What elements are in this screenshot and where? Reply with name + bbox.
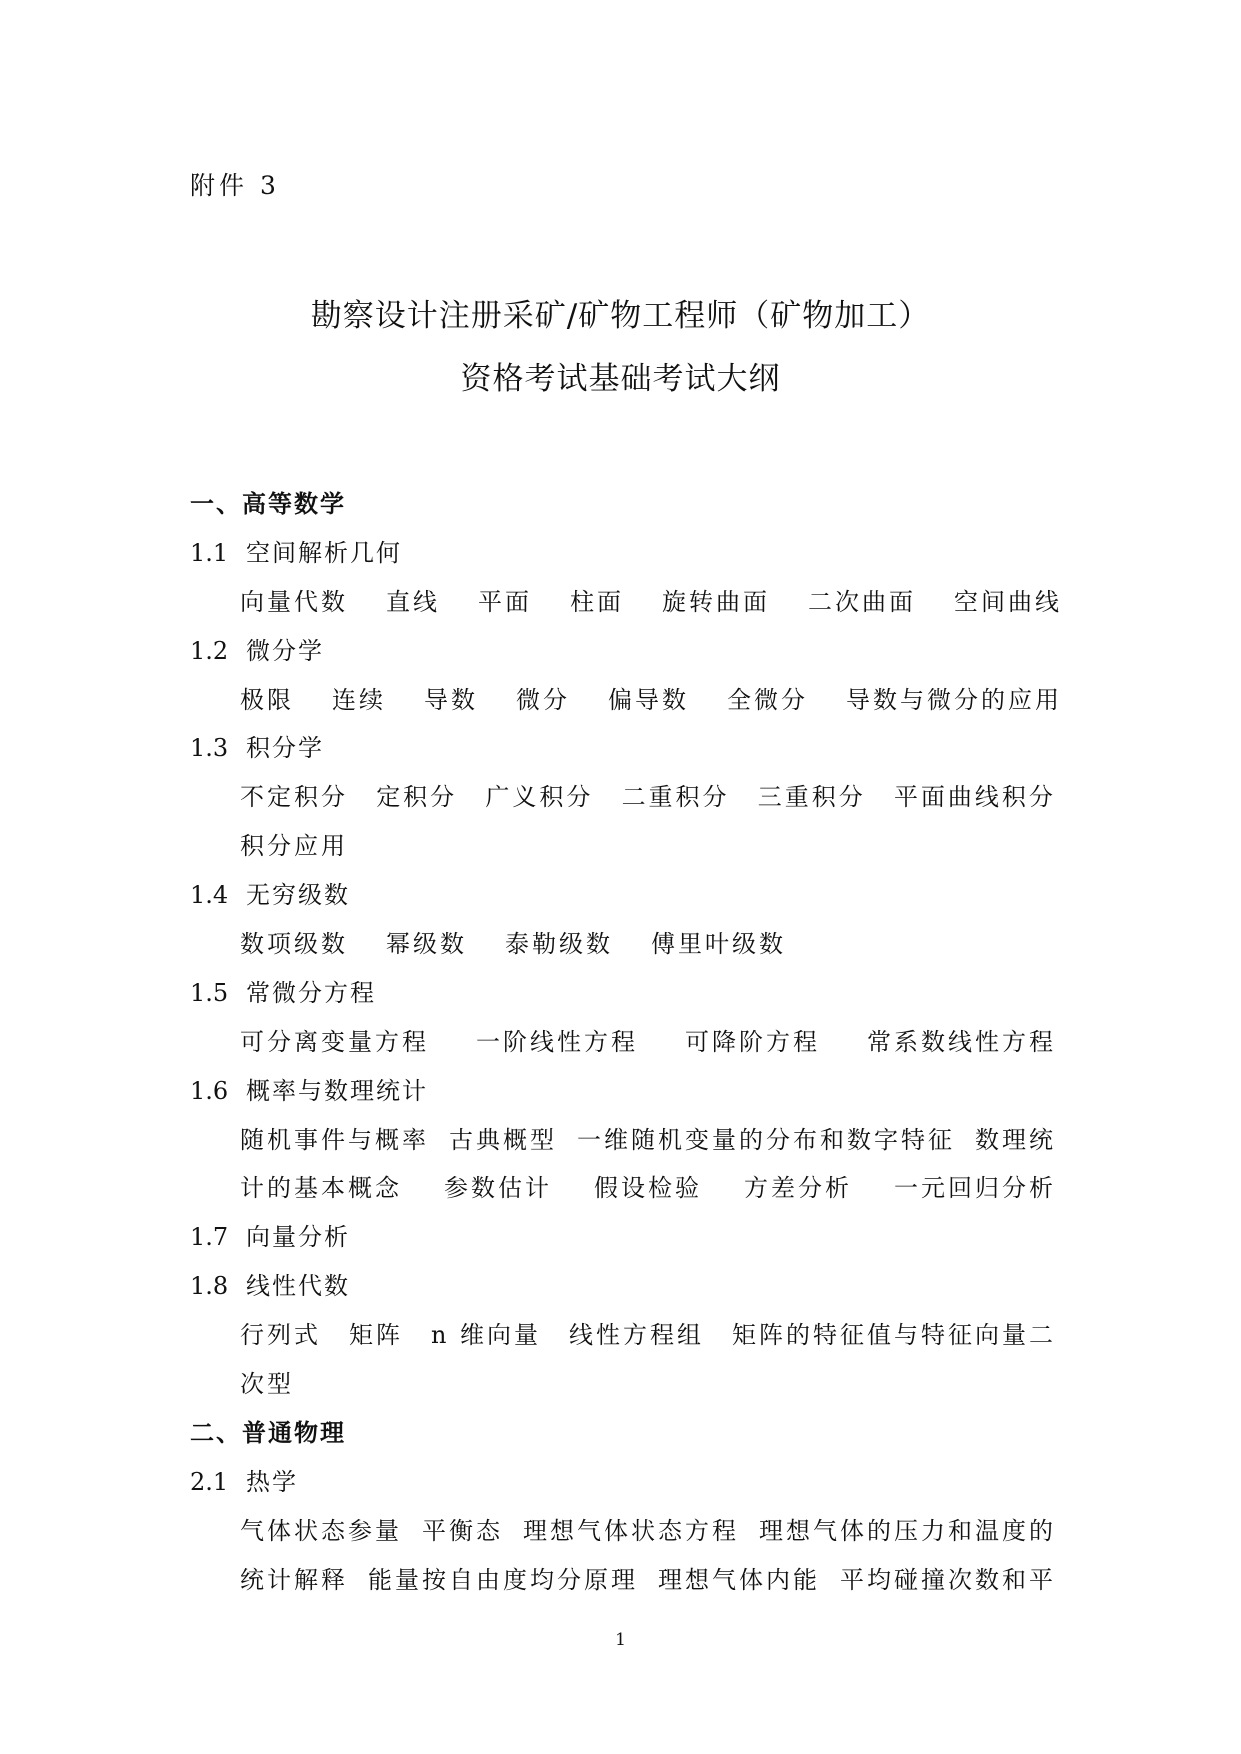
topic-item: 平面曲线积分 — [893, 783, 1056, 812]
subsection-number: 1.7 — [190, 1223, 229, 1252]
topic-item: 计的基本概念 — [240, 1174, 402, 1203]
topic-item: 空间曲线 — [954, 587, 1062, 616]
subsection-title: 无穷级数 — [246, 881, 350, 910]
subsection-heading — [0, 1458, 1241, 1507]
subsection-heading — [0, 1067, 1241, 1116]
subsection-heading — [0, 627, 1241, 676]
subsection-title: 常微分方程 — [246, 978, 376, 1007]
topic-item: 二次曲面 — [808, 587, 916, 616]
subsection-heading — [0, 529, 1241, 578]
topic-item: 三重积分 — [757, 783, 866, 812]
topic-item: 微分 — [516, 685, 570, 714]
syllabus-content — [0, 480, 1241, 1604]
topic-item: 二重积分 — [621, 783, 730, 812]
topic-item: 泰勒级数 — [505, 930, 613, 959]
topic-item: 平均碰撞次数和平 — [840, 1565, 1056, 1594]
document-title-line-2: 资格考试基础考试大纲 — [460, 361, 781, 397]
document-title-line-1: 勘察设计注册采矿/矿物工程师（矿物加工） — [310, 298, 931, 334]
topic-item: 线性方程组 — [569, 1321, 704, 1350]
topic-item: 可分离变量方程 — [240, 1027, 429, 1056]
topic-item: 能量按自由度均分原理 — [368, 1565, 638, 1594]
topic-line — [0, 920, 1241, 969]
topic-item: 参数估计 — [444, 1174, 552, 1203]
topic-item: 理想气体状态方程 — [523, 1516, 739, 1545]
topic-item: 理想气体内能 — [658, 1565, 820, 1594]
topic-item: 一阶线性方程 — [476, 1027, 638, 1056]
topic-item: 数理统 — [975, 1125, 1056, 1154]
topic-line — [0, 822, 1241, 871]
topic-item: 常系数线性方程 — [867, 1027, 1056, 1056]
topic-line — [0, 1360, 1241, 1409]
topic-line — [0, 1116, 1056, 1165]
topic-line — [0, 676, 1241, 725]
subsection-title: 微分学 — [246, 636, 324, 665]
subsection-number: 1.5 — [190, 978, 229, 1007]
subsection-heading — [0, 969, 1241, 1018]
subsection-heading — [0, 871, 1241, 920]
subsection-number: 2.1 — [190, 1467, 229, 1496]
topic-line — [0, 1311, 1056, 1360]
topic-item: 直线 — [386, 587, 440, 616]
subsection-title: 概率与数理统计 — [246, 1076, 428, 1105]
subsection-number: 1.1 — [190, 538, 229, 567]
subsection-heading — [0, 724, 1241, 773]
topic-item: 向量代数 — [240, 587, 348, 616]
topic-item: 理想气体的压力和温度的 — [759, 1516, 1056, 1545]
topic-item: 定积分 — [376, 783, 458, 812]
subsection-heading — [0, 1262, 1241, 1311]
subsection-number: 1.6 — [190, 1076, 229, 1105]
subsection-title: 热学 — [246, 1467, 298, 1496]
topic-item: 一维随机变量的分布和数字特征 — [577, 1125, 955, 1154]
topic-item: 次型 — [240, 1370, 294, 1399]
subsection-title: 向量分析 — [246, 1223, 350, 1252]
topic-item: 行列式 — [240, 1321, 321, 1350]
topic-line — [0, 1556, 1056, 1605]
topic-item: 统计解释 — [240, 1565, 348, 1594]
topic-item: 古典概型 — [449, 1125, 557, 1154]
topic-line — [0, 1164, 1056, 1213]
topic-item: 随机事件与概率 — [240, 1125, 429, 1154]
subsection-number: 1.2 — [190, 636, 229, 665]
topic-item: 连续 — [332, 685, 386, 714]
subsection-number: 1.3 — [190, 734, 229, 763]
subsection-title: 积分学 — [246, 734, 324, 763]
attachment-label: 附件 3 — [190, 171, 280, 200]
section-heading: 二、普通物理 — [190, 1418, 346, 1447]
topic-item: 方差分析 — [744, 1174, 852, 1203]
topic-item: 柱面 — [570, 587, 624, 616]
subsection-number: 1.8 — [190, 1272, 229, 1301]
topic-item: 积分应用 — [240, 832, 348, 861]
topic-item: 旋转曲面 — [662, 587, 770, 616]
topic-line — [0, 1507, 1056, 1556]
topic-item: 傅里叶级数 — [651, 930, 786, 959]
topic-item: 平衡态 — [422, 1516, 503, 1545]
topic-line — [0, 1018, 1056, 1067]
topic-item: 导数与微分的应用 — [846, 685, 1062, 714]
page-number: 1 — [615, 1630, 626, 1650]
subsection-title: 线性代数 — [246, 1272, 350, 1301]
topic-item: 不定积分 — [240, 783, 348, 812]
subsection-title: 空间解析几何 — [246, 538, 402, 567]
subsection-number: 1.4 — [190, 881, 229, 910]
topic-line — [0, 578, 1241, 627]
topic-item: 导数 — [424, 685, 478, 714]
topic-item: 数项级数 — [240, 930, 348, 959]
topic-item: 假设检验 — [594, 1174, 702, 1203]
section-heading: 一、高等数学 — [190, 490, 346, 518]
topic-item: 广义积分 — [485, 783, 594, 812]
topic-item: 极限 — [240, 685, 294, 714]
topic-item: 平面 — [478, 587, 532, 616]
topic-item: 矩阵的特征值与特征向量二 — [731, 1321, 1056, 1350]
topic-item: 全微分 — [727, 685, 808, 714]
topic-item: 一元回归分析 — [894, 1174, 1056, 1203]
topic-item: 矩阵 — [348, 1321, 403, 1350]
topic-item: 气体状态参量 — [240, 1516, 402, 1545]
topic-item: 幂级数 — [386, 930, 467, 959]
subsection-heading — [0, 1213, 1241, 1262]
topic-line — [0, 773, 1056, 822]
topic-item: 可降阶方程 — [685, 1027, 820, 1056]
topic-item: n 维向量 — [430, 1321, 542, 1350]
topic-item: 偏导数 — [608, 685, 689, 714]
